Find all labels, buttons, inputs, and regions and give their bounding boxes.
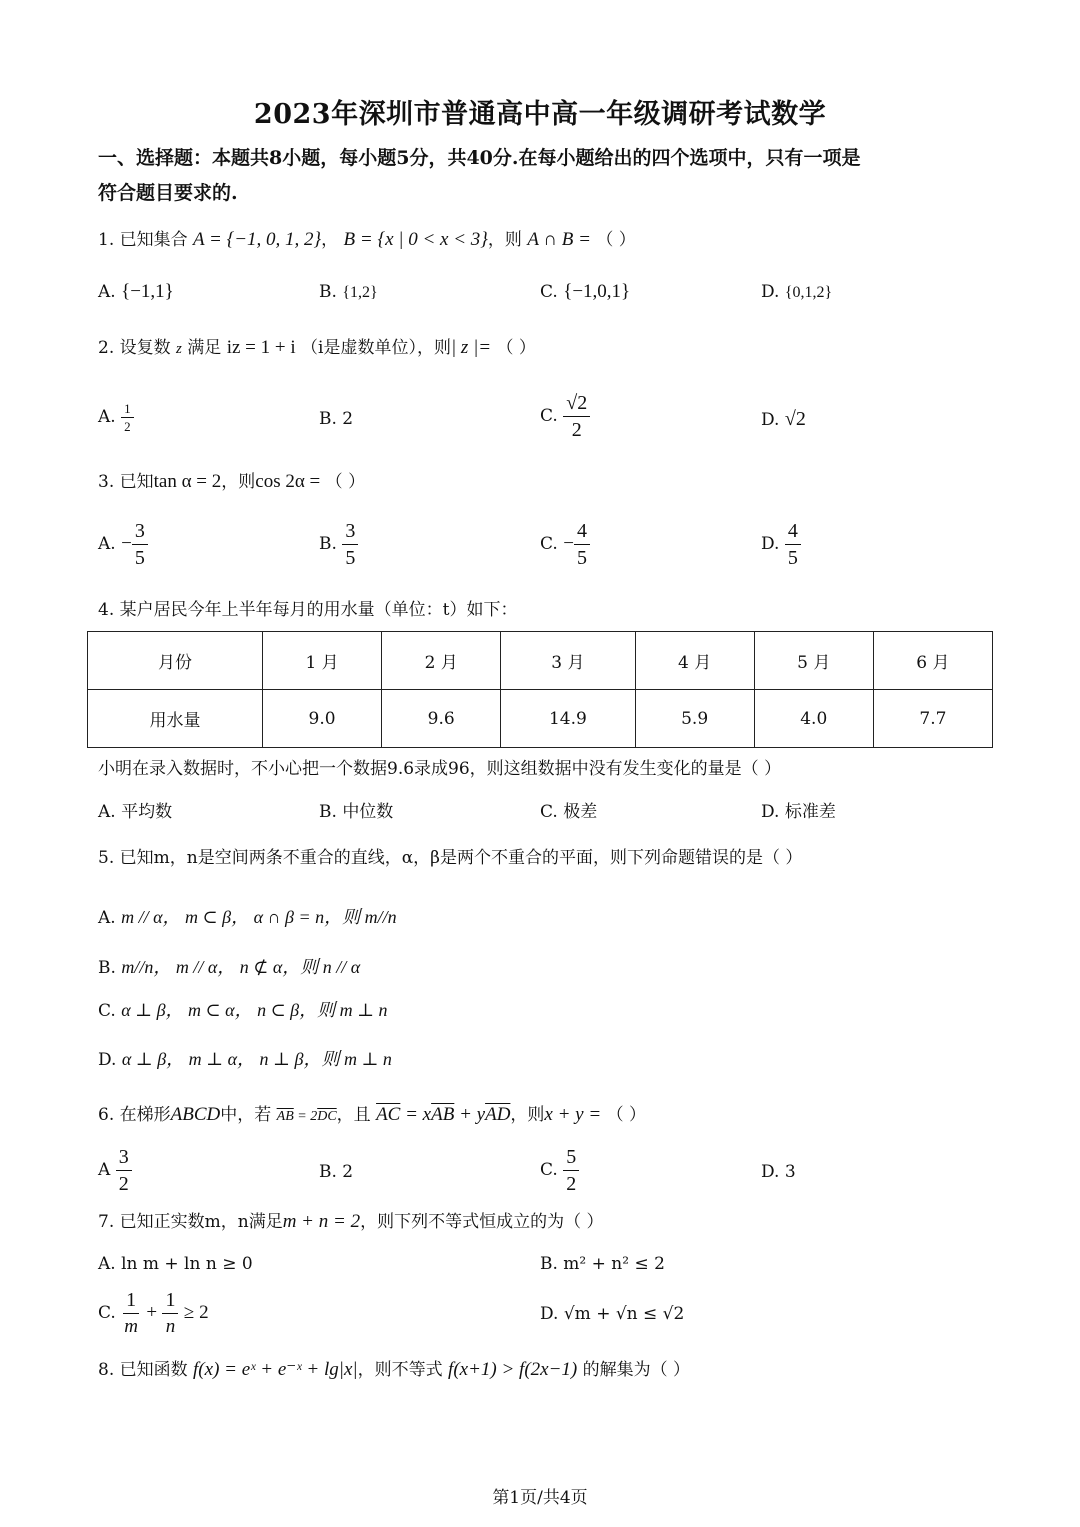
function-definition: f(x) = eˣ + e⁻ˣ + lg|x| — [193, 1359, 358, 1380]
water-usage-table — [87, 631, 993, 748]
q3-option-a[interactable]: A. − $\frac{3}{5}$ — [98, 520, 148, 569]
complex-equation: iz = 1 + i — [226, 337, 296, 358]
question-4-followup: 小明在录入数据时，不小心把一个数据9.6录成96，则这组数据中没有发生变化的量是（ ） — [98, 759, 782, 779]
q7-option-d[interactable]: D. √m + √n ≤ √2 — [540, 1304, 685, 1324]
intersection-expr: A ∩ B = — [527, 229, 591, 250]
q5-option-d[interactable]: D. α ⊥ β， m ⊥ α， n ⊥ β，则 m ⊥ n — [98, 1049, 392, 1070]
q7-option-b[interactable]: B. m² + n² ≤ 2 — [540, 1254, 665, 1274]
inequality: f(x+1) > f(2x−1) — [448, 1359, 578, 1380]
question-6-stem: 6. 在梯形ABCD中，若 $\overline{AB} = 2\overline{DC}$，且 $\overline{AC} = x\overline{AB} + y\overline{AD}$，则x + y = （ ） — [98, 1104, 646, 1125]
q4-option-c[interactable]: C. 极差 — [540, 802, 598, 822]
q1-option-a[interactable]: A. {−1,1} — [98, 281, 174, 302]
table-row — [88, 690, 993, 748]
q3-option-d[interactable]: D. $\frac{4}{5}$ — [761, 520, 801, 569]
q1-option-c[interactable]: C. {−1,0,1} — [540, 281, 631, 302]
q2-option-a[interactable]: A. $\frac{1}{2}$ — [98, 402, 134, 433]
table-cell: 3 月 — [501, 632, 635, 690]
question-5-stem: 5. 已知m，n是空间两条不重合的直线，α，β是两个不重合的平面，则下列命题错误的是（ ） — [98, 848, 803, 868]
q3-option-b[interactable]: B. $\frac{3}{5}$ — [319, 520, 358, 569]
question-7-stem: 7. 已知正实数m，n满足m + n = 2，则下列不等式恒成立的为（ ） — [98, 1211, 604, 1232]
q1-option-b[interactable]: B. {1,2} — [319, 282, 378, 302]
page-title: 2023年深圳市普通高中高一年级调研考试数学 — [253, 99, 827, 130]
table-cell: 6 月 — [873, 632, 992, 690]
q2-option-c[interactable]: C. $\frac{√2}{2}$ — [540, 392, 590, 441]
section-heading-line1: 一、选择题：本题共8小题，每小题5分，共40分.在每小题给出的四个选项中，只有一项是 — [98, 147, 861, 169]
q4-option-a[interactable]: A. 平均数 — [98, 802, 173, 822]
q2-option-d[interactable]: D. √2 — [761, 408, 806, 430]
section-heading-line2: 符合题目要求的. — [98, 182, 238, 204]
q6-option-d[interactable]: D. 3 — [761, 1162, 796, 1182]
q7-option-c[interactable]: C. $\frac{1}{m}$ + $\frac{1}{n}$ ≥ 2 — [98, 1289, 209, 1337]
q2-option-b[interactable]: B. 2 — [319, 409, 354, 429]
question-8-stem: 8. 已知函数 f(x) = eˣ + e⁻ˣ + lg|x|，则不等式 f(x+1) > f(2x−1) 的解集为（ ） — [98, 1359, 691, 1380]
set-b: B = {x | 0 < x < 3} — [343, 229, 488, 250]
q6-option-c[interactable]: C. $\frac{5}{2}$ — [540, 1146, 579, 1195]
table-cell: 5 月 — [754, 632, 873, 690]
q6-option-a[interactable]: A $\frac{3}{2}$ — [98, 1146, 132, 1195]
page-footer: 第1页/共4页 — [492, 1488, 588, 1508]
table-cell: 4 月 — [635, 632, 754, 690]
question-4-stem: 4. 某户居民今年上半年每月的用水量（单位：t）如下： — [98, 600, 518, 620]
q5-option-c[interactable]: C. α ⊥ β， m ⊂ α， n ⊂ β，则 m ⊥ n — [98, 1000, 388, 1021]
table-cell: 9.0 — [263, 690, 382, 748]
q5-option-b[interactable]: B. m//n， m // α， n ⊄ α，则 n // α — [98, 957, 361, 978]
question-2-stem: 2. 设复数 z 满足 iz = 1 + i （i是虚数单位），则| z |= （ ） — [98, 337, 536, 358]
q1-option-d[interactable]: D. {0,1,2} — [761, 282, 833, 302]
q7-option-a[interactable]: A. ln m + ln n ≥ 0 — [98, 1254, 253, 1274]
table-header-row — [88, 632, 993, 690]
set-a: A = {−1, 0, 1, 2} — [193, 229, 322, 250]
table-cell: 9.6 — [382, 690, 501, 748]
q4-option-b[interactable]: B. 中位数 — [319, 802, 394, 822]
table-cell: 5.9 — [635, 690, 754, 748]
table-cell: 月份 — [88, 632, 263, 690]
q6-option-b[interactable]: B. 2 — [319, 1162, 354, 1182]
q3-option-c[interactable]: C. − $\frac{4}{5}$ — [540, 520, 590, 569]
q4-option-d[interactable]: D. 标准差 — [761, 802, 836, 822]
table-cell: 4.0 — [754, 690, 873, 748]
table-cell: 用水量 — [88, 690, 263, 748]
table-cell: 7.7 — [873, 690, 992, 748]
question-1-stem: 1. 已知集合 A = {−1, 0, 1, 2}， B = {x | 0 < x < 3}，则 A ∩ B = （ ） — [98, 229, 636, 250]
question-3-stem: 3. 已知tan α = 2，则cos 2α = （ ） — [98, 471, 366, 492]
table-cell: 1 月 — [263, 632, 382, 690]
table-cell: 2 月 — [382, 632, 501, 690]
q5-option-a[interactable]: A. m // α， m ⊂ β， α ∩ β = n，则 m//n — [98, 907, 397, 928]
table-cell: 14.9 — [501, 690, 635, 748]
